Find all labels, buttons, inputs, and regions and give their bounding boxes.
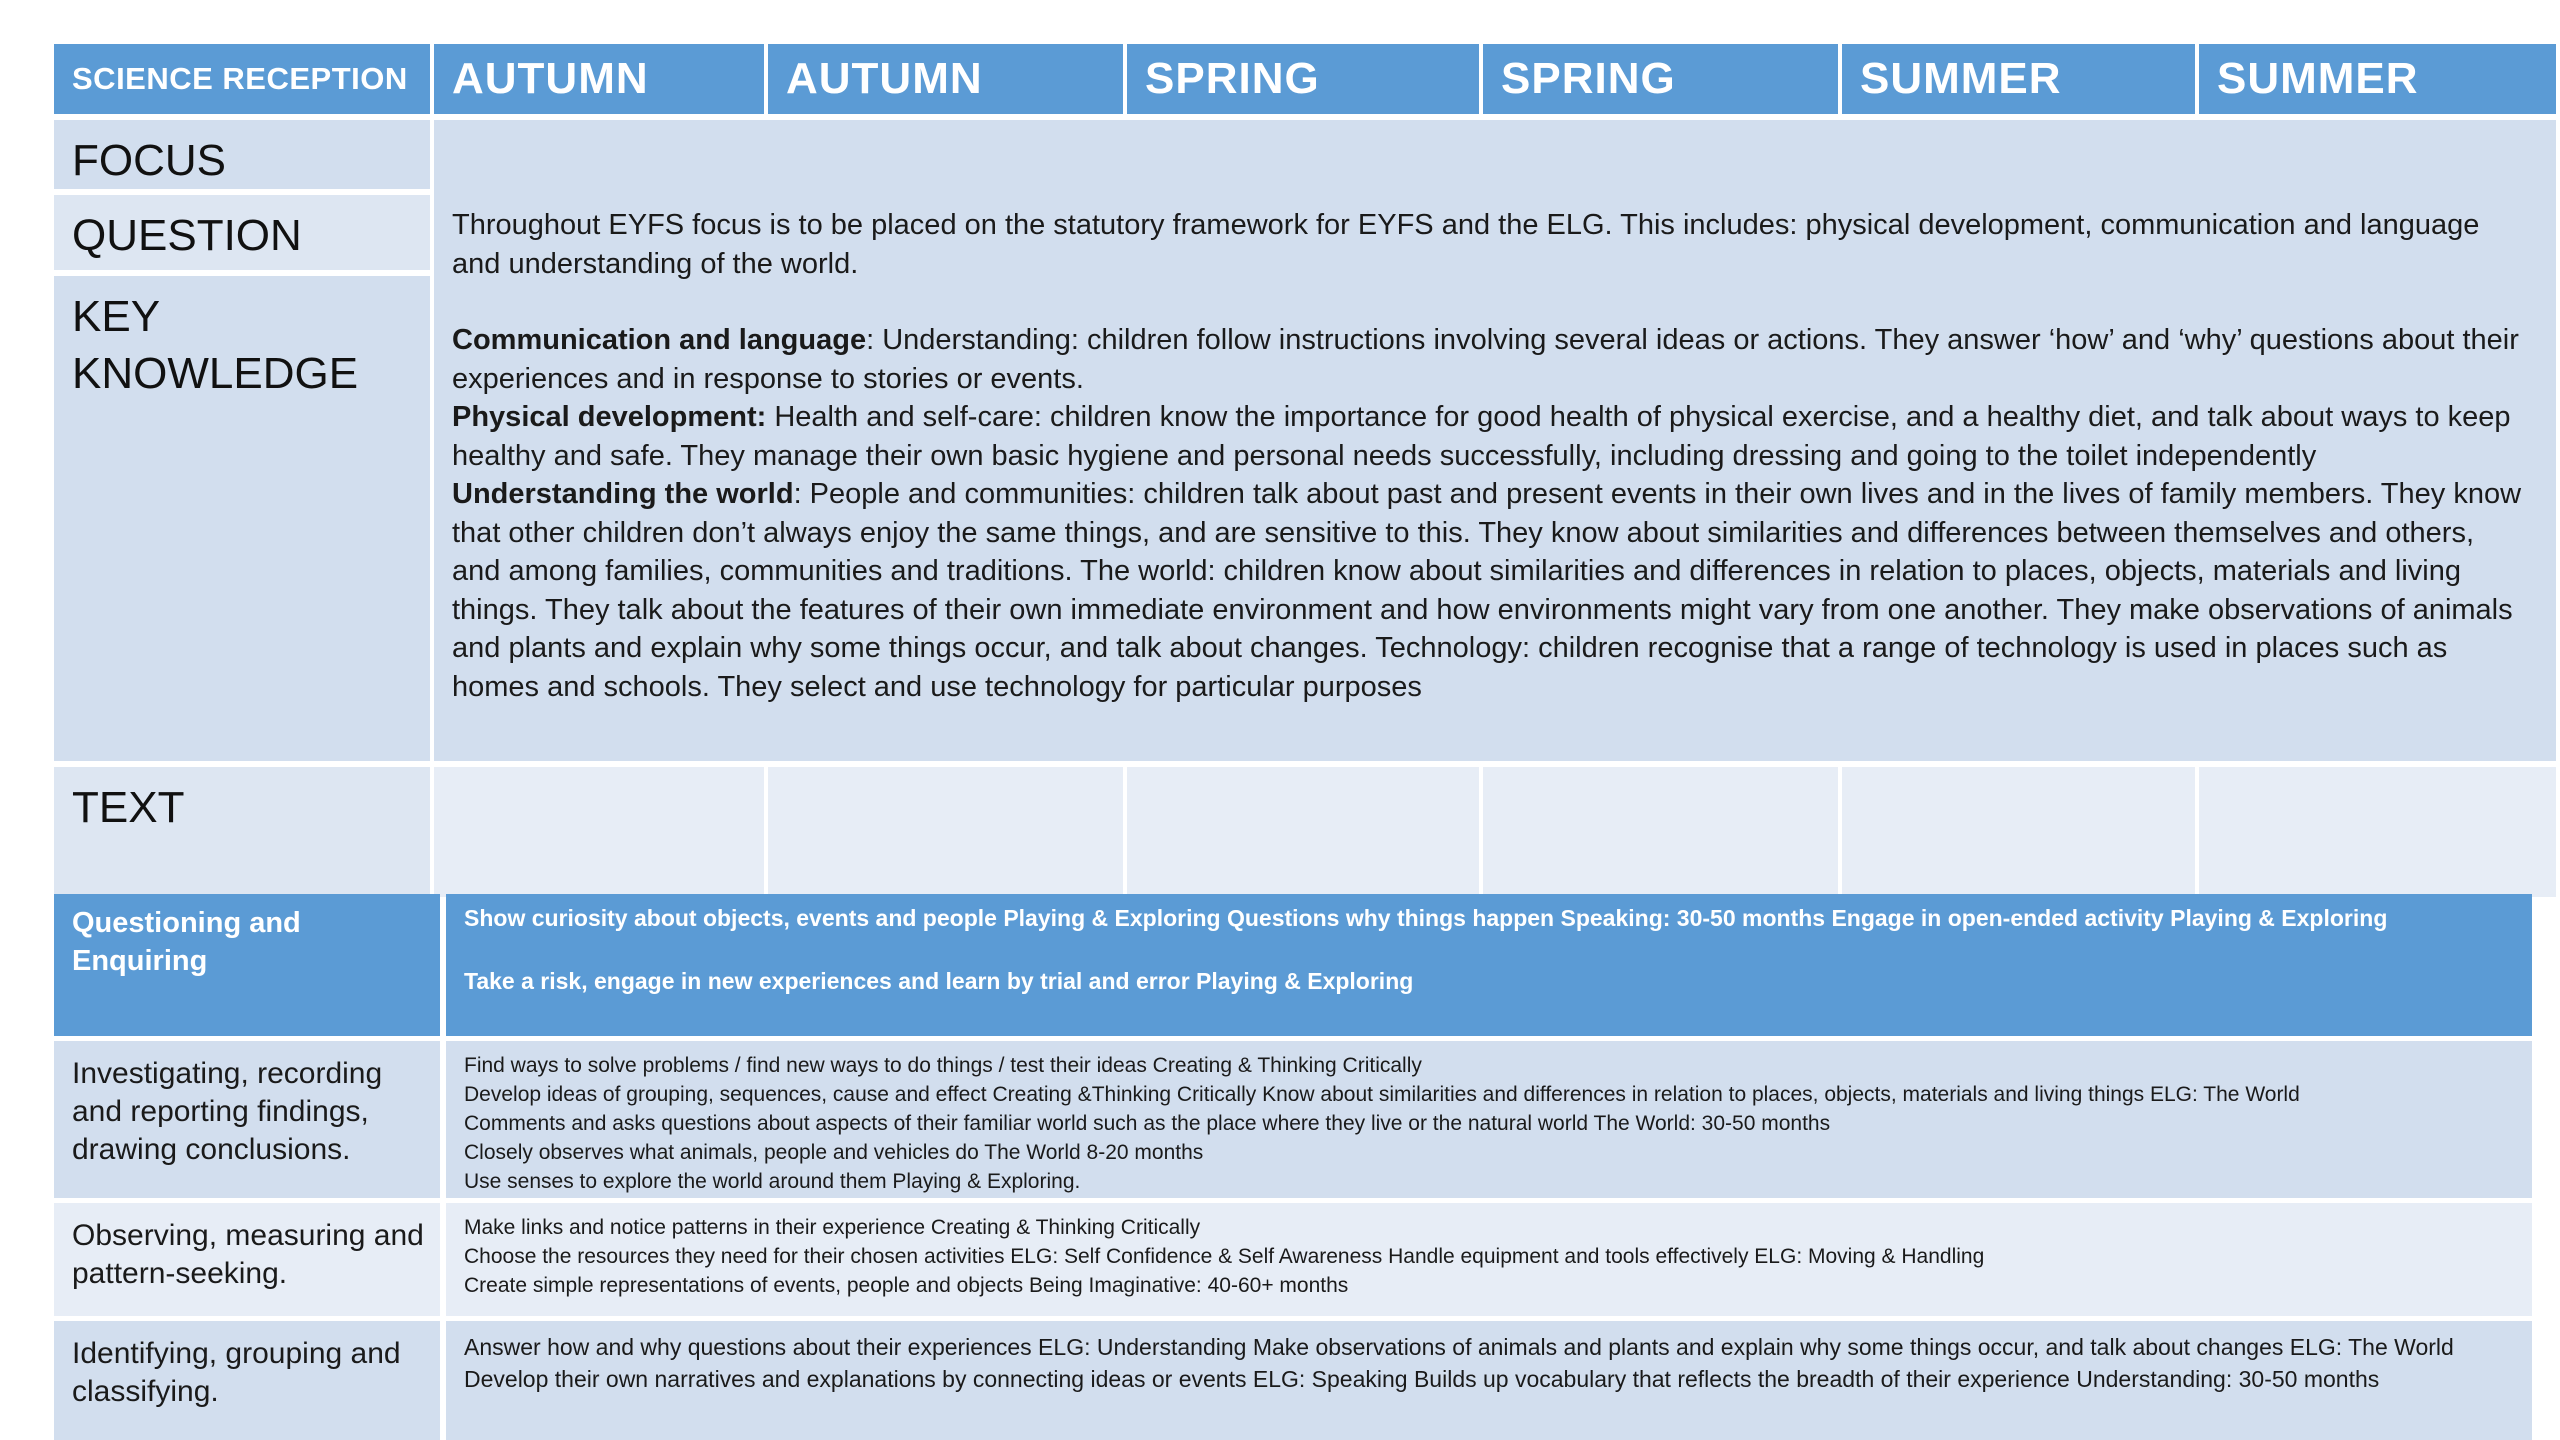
text-cell-autumn-1 [434, 767, 764, 897]
term-header-autumn-1: AUTUMN [434, 44, 764, 114]
skill-line: Show curiosity about objects, events and people Playing & Exploring Questions why things happen Speaking: 30-50 months Engage in open-ended activity Playing & Exploring [464, 905, 2388, 931]
focus-communication [452, 321, 2526, 398]
skill-line: Choose the resources they need for their chosen activities ELG: Self Confidence & Self Awareness Handle equipment and tools effectively ELG: Moving & Handling [464, 1245, 1985, 1268]
focus-world [452, 475, 2526, 706]
text-cell-spring-2 [1483, 767, 1838, 897]
skill-body-identifying [446, 1321, 2532, 1440]
skill-line: Find ways to solve problems / find new ways to do things / test their ideas Creating & Thinking Critically [464, 1054, 1422, 1077]
focus-description [434, 120, 2556, 761]
science-reception-table [54, 44, 2532, 882]
skill-line: Take a risk, engage in new experiences and learn by trial and error Playing & Exploring [464, 968, 1414, 994]
skill-line: Make links and notice patterns in their experience Creating & Thinking Critically [464, 1216, 1201, 1239]
text-cell-spring-1 [1127, 767, 1479, 897]
text-cell-summer-1 [1842, 767, 2195, 897]
communication-text: : Understanding: children follow instructions involving several ideas or actions. They answer ‘how’ and ‘why’ questions about their experiences and in response to stories or events. [452, 324, 2519, 395]
term-header-spring-2: SPRING [1483, 44, 1838, 114]
world-text: : People and communities: children talk about past and present events in their own lives and in the lives of family members. They know that other children don’t always enjoy the same things, and are sensitive to this. They know about similarities and differences between themselves and others, and among families, communities and traditions. The world: children know about similarities and differences in relation to places, objects, materials and living things. They talk about the features of their own immediate environment and how environments might vary from one another. They make observations of animals and plants and explain why some things occur, and talk about changes. Technology: children recognise that a range of technology is used in places such as homes and schools. They select and use technology for particular purposes [452, 478, 2522, 703]
skill-body-investigating [446, 1041, 2532, 1198]
skill-label-observing: Observing, measuring and pattern-seeking. [54, 1203, 440, 1316]
physical-heading: Physical development: [452, 401, 767, 433]
key-knowledge-line-2: KNOWLEDGE [72, 349, 359, 398]
row-label-key-knowledge [54, 276, 430, 761]
physical-text: Health and self-care: children know the importance for good health of physical exercise, and a healthy diet, and talk about ways to keep healthy and safe. They manage their own basic hygiene and personal needs successfully, including dressing and going to the toilet independently [452, 401, 2511, 472]
term-header-summer-1: SUMMER [1842, 44, 2195, 114]
skill-label-investigating: Investigating, recording and reporting findings, drawing conclusions. [54, 1041, 440, 1198]
focus-intro: Throughout EYFS focus is to be placed on the statutory framework for EYFS and the ELG. This includes: physical development, communication and language and understanding of the world. [452, 209, 2480, 280]
focus-physical [452, 398, 2526, 475]
skill-body-observing [446, 1203, 2532, 1316]
skill-line: Answer how and why questions about their experiences ELG: Understanding Make observations of animals and plants and explain why some things occur, and talk about changes ELG: The World Develop their own narratives and explanations by connecting ideas or events ELG: Speaking Builds up vocabulary that reflects the breadth of their experience Understanding: 30-50 months [464, 1334, 2454, 1392]
row-label-text: TEXT [54, 767, 430, 897]
skill-line: Closely observes what animals, people and vehicles do The World 8-20 months [464, 1141, 1204, 1164]
key-knowledge-line-1: KEY [72, 292, 161, 341]
term-header-spring-1: SPRING [1127, 44, 1479, 114]
skill-line: Create simple representations of events, people and objects Being Imaginative: 40-60+ months [464, 1274, 1349, 1297]
skill-line: Comments and asks questions about aspects of their familiar world such as the place where they live or the natural world The World: 30-50 months [464, 1112, 1831, 1135]
skill-body-questioning [446, 894, 2532, 1036]
world-heading: Understanding the world [452, 478, 794, 510]
text-cell-autumn-2 [768, 767, 1123, 897]
skill-label-identifying: Identifying, grouping and classifying. [54, 1321, 440, 1440]
table-title: SCIENCE RECEPTION [54, 44, 430, 114]
text-cell-summer-2 [2199, 767, 2556, 897]
row-label-question: QUESTION [54, 195, 430, 270]
term-header-autumn-2: AUTUMN [768, 44, 1123, 114]
skill-label-questioning: Questioning and Enquiring [54, 894, 440, 1036]
communication-heading: Communication and language [452, 324, 867, 356]
skill-line: Use senses to explore the world around them Playing & Exploring. [464, 1170, 1081, 1193]
working-scientifically-table [54, 894, 2532, 1440]
row-label-focus: FOCUS [54, 120, 430, 189]
term-header-summer-2: SUMMER [2199, 44, 2556, 114]
skill-line: Develop ideas of grouping, sequences, cause and effect Creating &Thinking Critically Know about similarities and differences in relation to places, objects, materials and living things ELG: The World [464, 1083, 2300, 1106]
